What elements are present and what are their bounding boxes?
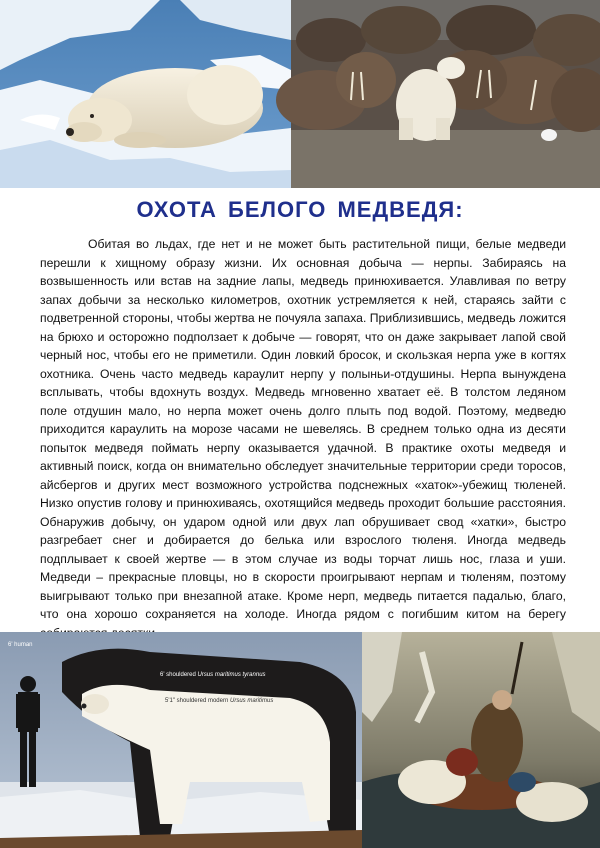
hunting-painting-image	[362, 632, 600, 848]
human-height-label: 6' human	[8, 642, 33, 648]
modern-bear-height-label: 5'1" shouldered modern Ursus maritimus	[165, 698, 274, 704]
bear-size-comparison-image	[0, 632, 362, 848]
polar-bear-walrus-photo	[291, 0, 600, 188]
tyrannus-height-label: 6' shouldered Ursus maritimus tyrannus	[160, 672, 266, 678]
article-body: Обитая во льдах, где нет и не может быть растительной пищи, белые медведи перешли к хищному образу жизни. Их основная добыча — нерпы. Забираясь на возвышенность или встав на задние лапы, медведь принюхивается. Улавливая по ветру запах добычи за несколько километров, охотник устремляется к ней, стараясь зайти с подветренной стороны, чтобы жертва не почуяла запаха. Приблизившись, медведь ложится на брюхо и осторожно подползает к добыче — говорят, что он даже закрывает лапой свой черный нос, чтобы его не приметили. Один ловкий бросок, и скользкая нерпа уже в когтях охотника. Очень часто медведь караулит нерпу у полыньи-отдушины. Нерпа вынуждена всплывать, чтобы вдохнуть воздух. Медведь мгновенно хватает её. В толстом ледяном поле отдушин мало, но нерпа может очень долго плыть под водой. Поэтому, медведю приходится караулить на морозе часами не шевелясь. В среднем только одна из десяти попыток медведя поймать нерпу оказывается удачной. В практике охоты медведя и активный поиск, когда он внимательно обследует значительные территории среди торосов, айсбергов и других мест возможного устройства подснежных «хаток»-убежищ тюленей. Низко опустив голову и принюхиваясь, охотящийся медведь проходит большие расстояния. Обнаружив добычу, он ударом одной или двух лап обрушивает свод «хатки», быстро разгребает снег и добирается до белька или взрослого тюленя. Иногда медведь подплывает к своей жертве — в этом случае из воды торчат лишь нос, глаза и уши. Медведи – прекрасные пловцы, но в скорости проигрывают нерпам и тюленям, поэтому выигрывают только при внезапной атаке. Кроме нерп, медведь питается падалью, благо, что она хорошо сохраняется на холоде. Иногда рядом с погибшим китом на берегу	[40, 237, 566, 621]
page-title: ОХОТА БЕЛОГО МЕДВЕДЯ:	[136, 197, 464, 222]
polar-bear-on-ice-photo	[0, 0, 291, 188]
